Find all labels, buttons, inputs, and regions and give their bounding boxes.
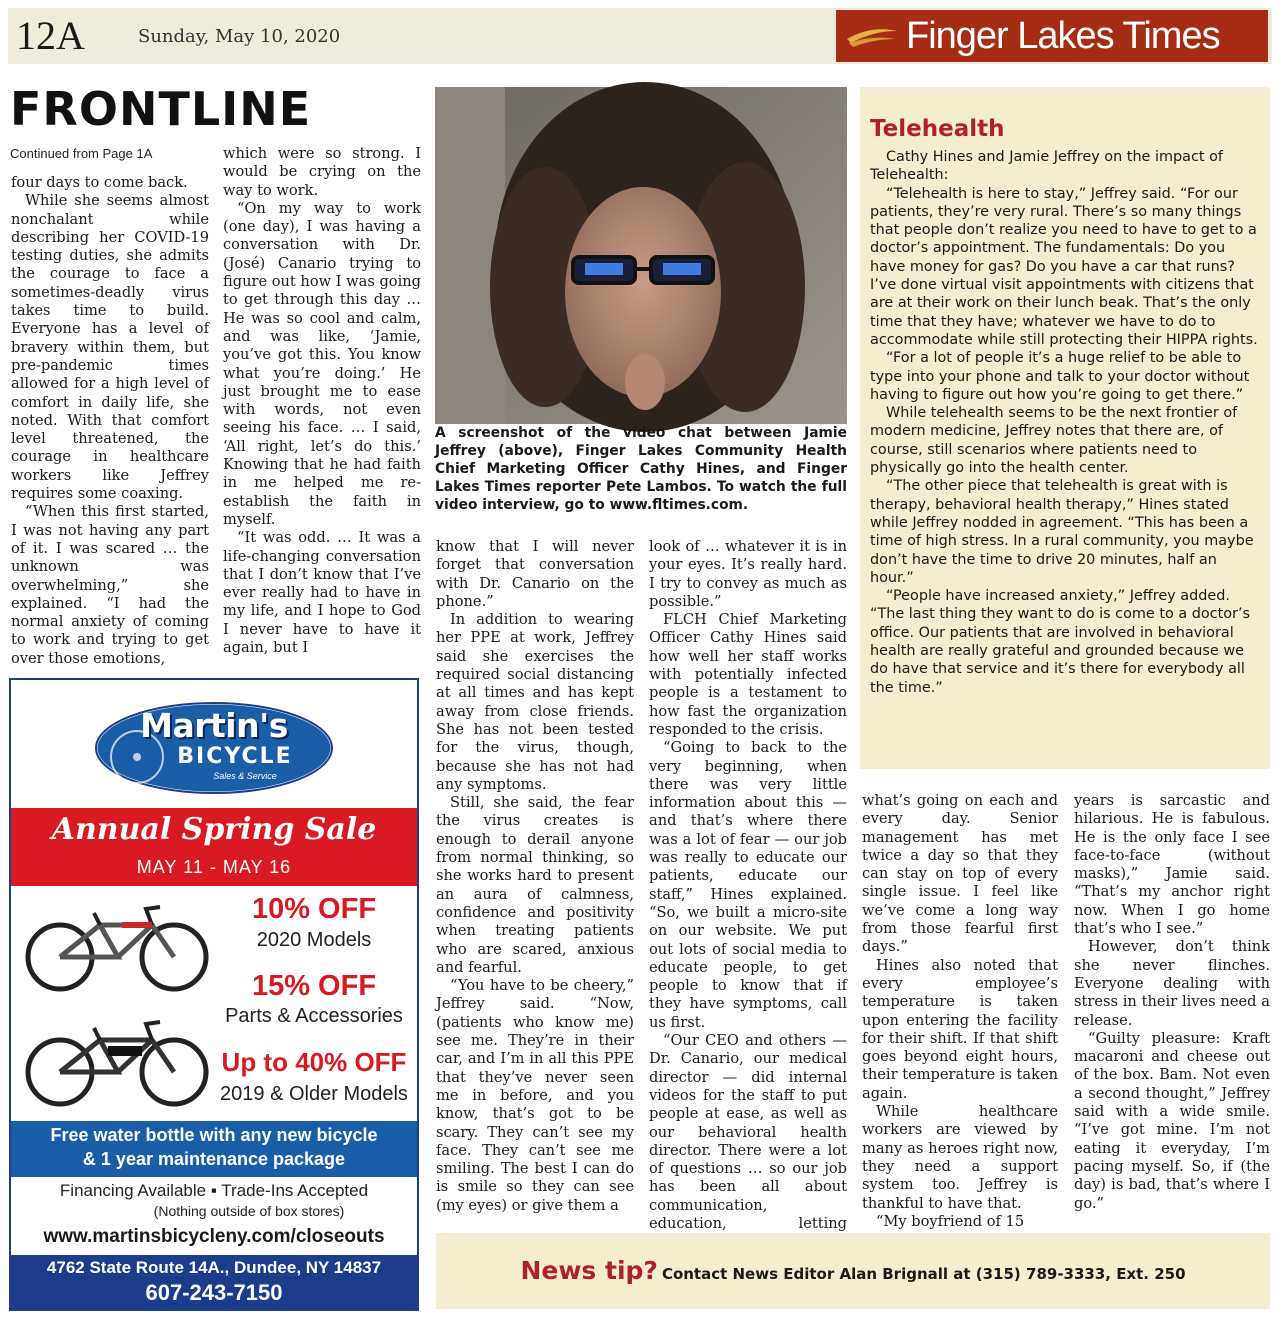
paragraph: Cathy Hines and Jamie Jeffrey on the impact of Telehealth: [870, 149, 1223, 184]
paragraph: “Our CEO and others — Dr. Canario, our medical director — did internal videos for the staff to put people at ease, as well as our behavioral health director. There were a lot of questions … so our job has been all about communication, education, letting [649, 1032, 847, 1232]
offer-2-label: Parts & Accessories [225, 1005, 403, 1027]
photo-caption: A screenshot of the video chat between Jamie Jeffrey (above), Finger Lakes Community Health Chief Marketing Officer Cathy Hines, and Finger Lakes Times reporter Pete Lambos. To watch the full video interview, go to www.fltimes.com. [435, 425, 847, 513]
paragraph: “On my way to work (one day), I was having a conversation with Dr. (José) Canario trying to figure out how I was going to get through this day … He was so cool and calm, and was like, ‘Jamie, you’ve got this. You know what you’re doing.’ He just brought me to ease with words, not even seeing his face. … I said, ‘All right, let’s do this.’ Knowing that he had faith in me helped me re-establish the faith in myself. [223, 199, 421, 528]
ad-phone[interactable]: 607-243-7150 [145, 1280, 283, 1305]
news-tip-label: News tip? [520, 1256, 658, 1285]
promo-line-2: & 1 year maintenance package [82, 1149, 346, 1169]
paragraph: While she seems almost nonchalant while describing her COVID-19 testing duties, she admits the courage to face a sometimes-deadly virus takes time to build. Everyone has a level of bravery within them, but pre-pandemic times allowed for a high level of comfort in daily life, she noted. With that comfort level threatened, the courage in healthcare workers like Jeffrey requires some coaxing. [11, 192, 209, 503]
offer-1-label: 2020 Models [256, 929, 372, 951]
masthead-title: Finger Lakes Times [906, 14, 1220, 57]
headline: FRONTLINE [10, 82, 312, 136]
news-tip-text: Contact News Editor Alan Brignall at (315) 789-3333, Ext. 250 [661, 1265, 1186, 1283]
paragraph: Hines also noted that every employee’s temperature is taken upon entering the facility for their shift. If that shift goes beyond eight hours, their temperature is taken again. [862, 956, 1058, 1102]
paragraph: know that I will never forget that conversation with Dr. Canario on the phone.” [436, 538, 634, 610]
paragraph: “Going to back to the very beginning, when there was very little information about this — and that’s where there was a lot of fear — our job was really to educate our patients, educate our staff,” Hines explained. “So, we built a micro-site on our website. We put out lots of social media to educate people, to get people to know that if they have symptoms, call us first. [649, 739, 847, 1031]
paragraph: “When this first started, I was not having any part of it. I was scared … the unknown was overwhelming,” she explained. “I had the normal anxiety of coming to work and trying to get over those emotions, [11, 503, 209, 667]
offer-2-discount: 15% OFF [251, 970, 377, 1002]
sale-dates: MAY 11 - MAY 16 [136, 857, 292, 877]
paragraph: look of … whatever it is in your eyes. It’s really hard. I try to convey as much as possible.” [649, 538, 847, 610]
paragraph: However, don’t think she never flinches. Everyone dealing with stress in their lives need a release. [1074, 938, 1270, 1029]
offer-3-label: 2019 & Older Models [220, 1083, 408, 1105]
paragraph: “You have to be cheery,” Jeffrey said. “Now, (patients who know me) see me. They’re in their car, and I’m in all this PPE that they’ve never seen me in before, and you know, that’s got to be scary. They can’t see my face. They can’t see me smiling. The best I can do is smile so they can see (my eyes) or give them a [436, 977, 634, 1214]
continued-note: Continued from Page 1A [10, 146, 153, 161]
masthead [836, 10, 1268, 62]
promo-line-1: Free water bottle with any new bicycle [50, 1125, 378, 1145]
paragraph: In addition to wearing her PPE at work, Jeffrey said she exercises the required social distancing at all times and has kept away from close friends. She has not been tested for the virus, though, because she has not had any symptoms. [436, 611, 634, 793]
paragraph: While telehealth seems to be the next frontier of modern medicine, Jeffrey notes that there are, of course, still scenarios where patients need to physically go into the health center. [870, 405, 1238, 477]
bullet-icon: ▪ [210, 1181, 217, 1200]
paragraph: “The other piece that telehealth is great with is therapy, behavioral health therapy,” Hines stated while Jeffrey nodded in agreement. “This has been a time of high stress. In a rural community, you maybe don’t have the time to drive 20 minutes, half an hour.” [870, 478, 1254, 586]
page-number: 12A [16, 13, 85, 58]
sidebar-title: Telehealth [870, 116, 1005, 142]
paragraph: what’s going on each and every day. Senior management has met twice a day so that they can stay on top of every single issue. I feel like we’ve come a long way from those fearful first days.” [862, 792, 1058, 956]
portrait-illustration [435, 87, 847, 424]
paragraph: Still, she said, the fear the virus creates is enough to derail anyone from normal thinking, so she works hard to present an aura of calmness, confidence and positivity when treating patients who are scared, anxious and fearful. [436, 794, 634, 976]
financing-line [11, 1181, 417, 1201]
financing-text: Financing Available [59, 1181, 207, 1200]
sale-title: Annual Spring Sale [51, 812, 377, 847]
ad-address: 4762 State Route 14A., Dundee, NY 14837 [46, 1258, 382, 1277]
video-chat-photo [435, 87, 847, 424]
article-column-2 [223, 145, 421, 667]
ad-brand: Martin's [140, 706, 288, 745]
paragraph: “For a lot of people it’s a huge relief to be able to type into your phone and talk to your doctor without having to figure out how you’re going to get there.” [870, 350, 1250, 403]
sidebar-body [870, 148, 1258, 697]
article-column-5 [862, 792, 1058, 1230]
article-column-1 [11, 174, 209, 668]
electric-bike-icon [22, 1010, 212, 1110]
wheat-logo-icon [836, 10, 906, 62]
news-tip-line [436, 1256, 1270, 1285]
paragraph: “Telehealth is here to stay,” Jeffrey said. “For our patients, they’re very rural. There’s so many things that people don’t realize you need to have to get to a doctor’s appointment. The fundamentals: Do you have money for gas? Do you have a car that runs? I’ve done virtual visit appointments with citizens that are at their work on their lunch beak. That’s the only time that they have; whatever we have to do to accommodate while still protecting their HIPPA rights. [870, 185, 1258, 348]
offer-3-discount: Up to 40% OFF [221, 1047, 407, 1077]
paragraph: “It was odd. … It was a life-changing conversation that I don’t know that I’ve ever really had to have in my life, and I hope to God I never have to have it again, but I [223, 529, 421, 657]
ad-tagline: Sales & Service [213, 771, 277, 781]
paragraph: While healthcare workers are viewed by many as heroes right now, they need a support system too. Jeffrey is thankful to have that. [862, 1103, 1058, 1212]
paragraph: “Guilty pleasure: Kraft macaroni and cheese out of the box. Bam. Not even a second thought,” Jeffrey said with a wide smile. “I’ve got mine. I’m not eating it everyday, I’m pacing myself. So, if (the day) is bad, that’s where I go.” [1074, 1029, 1270, 1212]
paragraph: four days to come back. [11, 174, 188, 191]
mountain-bike-icon [22, 895, 212, 995]
article-column-6 [1074, 792, 1270, 1218]
paragraph: “My boyfriend of 15 [876, 1212, 1025, 1230]
offer-1-discount: 10% OFF [251, 893, 377, 925]
paragraph: which were so strong. I would be crying on the way to work. [223, 145, 421, 199]
ad-url[interactable]: www.martinsbicycleny.com/closeouts [43, 1226, 385, 1247]
trade-ins-text: Trade-Ins Accepted [221, 1181, 369, 1200]
financing-note: (Nothing outside of box stores) [153, 1203, 345, 1219]
paragraph: FLCH Chief Marketing Officer Cathy Hines said how well her staff works with potentially infected people is a testament to how fast the organization responded to the crisis. [649, 611, 847, 738]
paragraph: “People have increased anxiety,” Jeffrey added. “The last thing they want to do is come to a doctor’s office. Our patients that are involved in behavioral health are really grateful and grounded because we do have that service and it’s there for everybody all the time.” [870, 588, 1251, 696]
article-column-3 [436, 538, 634, 1218]
paragraph: years is sarcastic and hilarious. He is fabulous. He is the only face I see face-to-face (without masks),” Jamie said. “That’s my anchor right now. When I go home that’s who I see.” [1074, 792, 1270, 938]
article-column-4 [649, 538, 847, 1232]
ad-brand-2: BICYCLE [177, 744, 293, 769]
issue-date: Sunday, May 10, 2020 [138, 26, 341, 47]
